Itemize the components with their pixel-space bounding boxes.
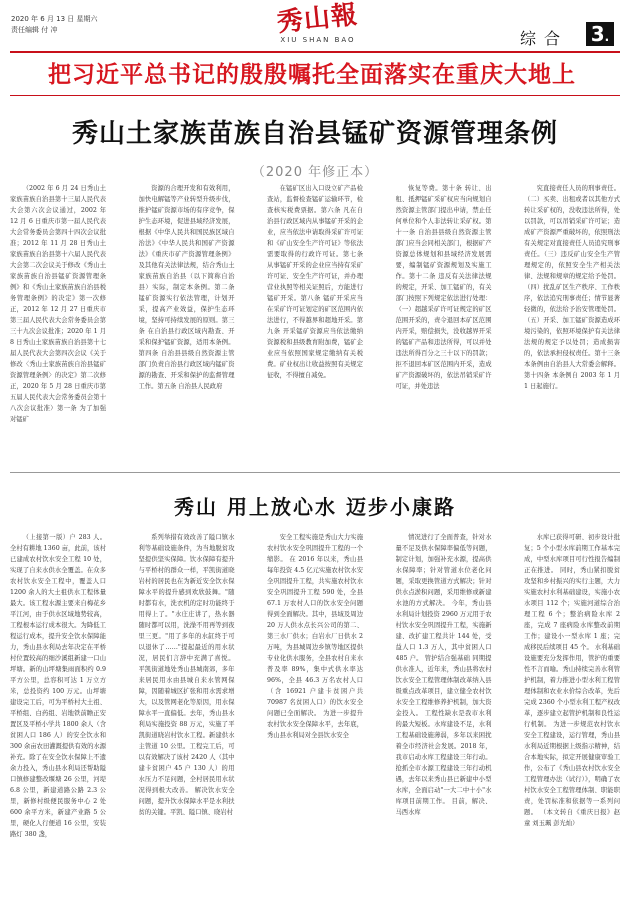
article1-column [524,183,620,465]
article1-body [10,183,620,465]
article1-title: 秀山土家族苗族自治县锰矿资源管理条例 [71,119,558,149]
article1-paragraph: 在锰矿区出入口设立矿产品检查站，监督检查锰矿运输环节，检查核实税费票据。第六条 凡在自治县行政区域内从事锰矿开采的企业，应当依法申请取得采矿许可证和《矿山安全生产许可证》等依法需要取得的行政许可证。第七条 从事锰矿开采的企业应当持有采矿许可证、安全生产许可证，并办理营业执照等相关证照后，方能进行锰矿开采。第八条 锰矿开采应当在采矿许可证划定的矿区范围内依法进行，不得越界和超地开采。第九条 开采锰矿资源应当依法缴纳资源税和县级教育附加费，锰矿企业应当依照国家规定缴纳有关税费。矿业权出让收益按照有关规定征收，不得擅自减免。 [267,185,363,379]
logo-chinese: 秀山報 [276,0,360,39]
headline-banner: 把习近平总书记的殷殷嘱托全面落实在重庆大地上 [48,62,576,88]
article2-paragraph: 安全工程实施是秀山大力实施农村饮水安全巩固提升工程的一个缩影。 在 2016 年以来，秀山县每年投资 4.5 亿元实施农村饮水安全巩固提升工程，共实施农村饮水安全巩固提升工程 590 处，全县 67.1 万农村人口的饮水安全问题得到全面解决。其中，县域及周边 20 万人供水点长兴公司的第二、第三水厂供水；白岩水厂日供水 2 万吨，为县城周边乡镇等地区提供专业化供水服务，全县农村自来水普及率 89%，集中式供水率达 96%，全县 46.3 万名农村人口（含 16921 户建卡贫困户共 70987 名贫困人口）的饮水安全问题已全面解决。 为进一步提升农村饮水安全保障水平，去年底，秀山县水利局对全县饮水安全 [267,534,363,739]
article2-paragraph: 水库已获得可研、初步设计批复；5 个小型水库前期工作基本完成，中型水库项目可行性报告编制正在推进。 同时，秀山紧扣脱贫攻坚和乡村振兴的实行主题，大力实施农村水利基础建设，实施小农水项目 112 个；实施河道综合治理工程 6 个；整治病险水库 2 座，完成 7 座病险水库整改前期工作；建设小一型水库 1 座；完成移民后续项目 45 个。 水利基础设施要充分发挥作用，管护的重要性不言而喻。秀山持续完善水利管护机制，着力推进小型水利工程管理体制和农业水价综合改革，先后完成 2360 个小型水利工程产权改革，逐步建立起管护机制和良性运行机制。 为进一步规范农村饮水安全工程建设，运行管理，秀山县水利局近期根据上级指示精神，结合本地实际，拟定开展健康审验工作，公布了《秀山县农村饮水安全工程管理办法（试行）》，明确了农村饮水安全工程管理体制、职能职责，处罚标准和依据等一系列问题。 （本文转自《重庆日报》赵童 刘玉珮 彭光灿） [524,534,620,827]
responsible-editor: 责任编辑 付 冲 [11,26,58,34]
masthead-divider [10,51,620,53]
section-label: 综合 [520,29,569,48]
issue-date: 2020 年 6 月 13 日 星期六 [11,15,98,23]
article1-column [396,183,492,465]
article2-paragraph: 系列举措有效改善了隘口镇水利等基础设施条件，为当地脱贫攻坚提供坚实保障。饮水保障有提升 与平桥村的群众一样，平凯街道晓岩村的居民也在为新近安全饮水保障水平的提升感到欢欣鼓舞。"随时都有水，洗衣机的定时功能终于用得上了。"水庄庄讲了，热水器随时都可以用，洗澡不用再等到夜里三更。"用了多年的水缸终于可以退休了……"提起最近的用水状况，居民们言辞中充满了喜悦。 平凯街道地处秀山县城南郊，多年来居民用水由县城自来水管网保障，因随着城区扩张和用水需求增大，以及管网老化等原因，用水保障水平一直偏低。去年，秀山县水利局实施投资 88 万元，实施了平凯街道晓岩村饮水工程。新建供水主管道 10 公里。工程完工后，可以有效解决了该村 2420 人（其中建卡贫困户 45 户 130 人）的用水压力不足问题，全村居民用水状况得到极大改善。 解决饮水安全问题，提升饮水保障水平是水利扶贫的关键。平凯、隘口镇、晓岩村 [138,534,235,816]
article2-column [396,532,492,888]
article1-paragraph: 究直接责任人员的刑事责任。（二）买卖、出租或者以其他方式转让采矿权的，没收违法所得，处以罚款，可以吊销采矿许可证；造成矿产资源严重破坏的，依照刑法有关规定对直接责任人员追究刑事责任。（三）违反矿山安全生产管理规定的，依照安全生产相关法律、法规和规章的规定给予处罚。（四）扰乱矿区生产秩序、工作秩序，依法追究刑事责任；情节显著轻微的，依法给予治安管理处罚。（五）开采、加工锰矿资源造成环境污染的，依照环境保护有关法律法规的规定予以处罚；造成损害的，依法承担侵权责任。第十三条 本条例由自治县人大常委会解释。第十四条 本条例自 2003 年 1 月 1 日起施行。 [524,185,620,390]
article2-title: 秀山 用上放心水 迈步小康路 [174,495,456,519]
article1-paragraph: 恢复等费。第十条 转让、出租、抵押锰矿采矿权应当向规划自然资源主管部门提出申请，禁止任何单位和个人非法转让采矿权。第十一条 自治县县级自然资源主管部门应当会同相关部门，根据矿产资源总体规划和县域经济发展需要，编制锰矿资源规划及实施工作。第十二条 违反有关法律法规的规定，开采、加工锰矿的，有关部门按照下列规定依法进行处理：（一）超越采矿许可证规定的矿区范围开采的，责令退回本矿区范围内开采，赔偿损失，没收越界开采的锰矿产品和违法所得，可以并处违法所得百分之三十以下的罚款；拒不退回本矿区范围内开采，造成矿产资源破坏的，依法吊销采矿许可证，并处违法 [395,185,492,390]
article1-column [139,183,235,465]
article2-paragraph: （上接第一版）户 283 人。全村有耕地 1360 亩，此前，该村已建成农村饮水安全工程 10 处，实现了自来水供水全覆盖。在众多农村饮水安全工程中，覆盖人口 1200 余人的大土祖供水工程体量最大。该工程水源主要来自梅花乡平江河，由于供水区域地势较高，工程根本运行成本很大。为降低工程运行成本，提升安全饮水保障能力，秀山县水利局去年决定在平桥村位置较高的细沙溪组新建一口山坪塘。新的山坪塘集雨面积约 0.9 平方公里，总容积可达 1 万立方米，总投资约 100 万元。山坪塘建设完工后，可为平桥村大土祖、平桥组、白药组、岩地铁前瞻正安置区及平桥小学共 1800 余人（含贫困人口 186 人）的安全饮水和 300 余亩农田灌溉提供有效的水源补充。除了在安全饮水保障上不遗余力投入，秀山县水利局还帮助隘口镇修建整改堰塘 26 公里，河堤 6.8 公里，新建道路公路 2.3 公里，新修村级便民服务中心 2 处 600 余平方米，新建产业路 5 公里，硬化人行便道 16 公里，安装路灯 380 盏， [10,534,106,838]
article1-paragraph: （2002 年 6 月 24 日秀山土家族苗族自治县第十三届人民代表大会第六次会议通过，2002 年 12 月 6 日重庆市第一届人民代表大会常务委员会第四十四次会议批准；2012 年 11 月 28 日秀山土家族苗族自治县第十六届人民代表大会第二次会议关于修改《秀山土家族苗族自治县锰矿资源管理条例》和《秀山土家族苗族自治县税务管理条例》的决定》第一次修正，2012 年 12 月 27 日重庆市第三届人民代表大会常务委员会第三十九次会议批准；2020 年 1 月 8 日秀山土家族苗族自治县第十七届人民代表大会第四次会议《关于修改〈秀山土家族苗族自治县锰矿资源管理条例〉的决定》第二次修正，2020 年 5 月 28 日重庆市第五届人民代表大会常务委员会第十八次会议批准）第一条 为了加强对锰矿 [10,185,106,423]
page-number-badge [586,22,614,46]
article2-column [139,532,235,888]
article1-subtitle: （2020 年修正本） [251,165,379,180]
banner-divider [10,95,620,96]
article-divider [10,472,620,473]
article1-column [267,183,363,465]
article2-column [267,532,363,888]
article1-column [10,183,106,465]
page-dot-icon: . [604,30,610,44]
newspaper-logo [263,0,373,44]
article2-paragraph: 情况进行了全面普查，针对水量不足及供水保障率偏低等问题，制定计划，加强补充水源，提高供水保障率；针对管道水位老化问题，采取更换管道方式解决；针对供水点淤积问题，采用维修或新建水池的方式解决。 今年，秀山县水利局计划投资 2960 万元用于农村饮水安全巩固提升工程，实施新建、改扩建工程共计 144 处，受益人口 1.3 万人，其中贫困人口 485 户。 管护结合强基础 同期提供水准人，近年来，秀山县将农村饮水安全工程管理体制改革纳入县级重点改革项目，建立健全农村饮水安全工程维修养护机制，加大资金投入。 工程性缺水是我市水利的最大短板。水库建设不足，水利工程基础设施薄弱，多年以来困扰着全市经济社会发展。2018 年，我市启动水库工程建设三年行动。 抢抓全市水源工程建设三年行动机遇，去年以来秀山县已新建中小型水库，全面启动"一大二中十小"水库项目前期工作。 目前，解决、马西水库 [395,534,492,816]
article1-paragraph: 资源的合理开发和有效利用，加快电解锰等产业转型升级步伐，推护锰矿资源市场的有序竞争，保护生态环境，促进县域经济发展，根据《中华人民共和国民族区域自治法》《中华人民共和国矿产资源法》《重庆市矿产资源管理条例》及其他有关法律法规，结合秀山土家族苗族自治县（以下简称自治县）实际，制定本条例。第二条 锰矿资源实行依法管理，计划开采，提高产业效益，保护生态环境，坚持可持续发展的原则。第三条 在自治县行政区域内勘查、开采和保护锰矿资源，适用本条例。第四条 自治县县级自然资源主管部门负责自治县行政区域内锰矿资源的勘查、开采和保护的监督管理工作。第五条 自治县人民政府 [138,185,235,390]
masthead [0,0,630,54]
page-number: 3 [590,22,605,46]
article2-column [524,532,620,888]
article2-column [10,532,106,888]
article2-body [10,532,620,888]
logo-english: XIU SHAN BAO [280,36,356,44]
